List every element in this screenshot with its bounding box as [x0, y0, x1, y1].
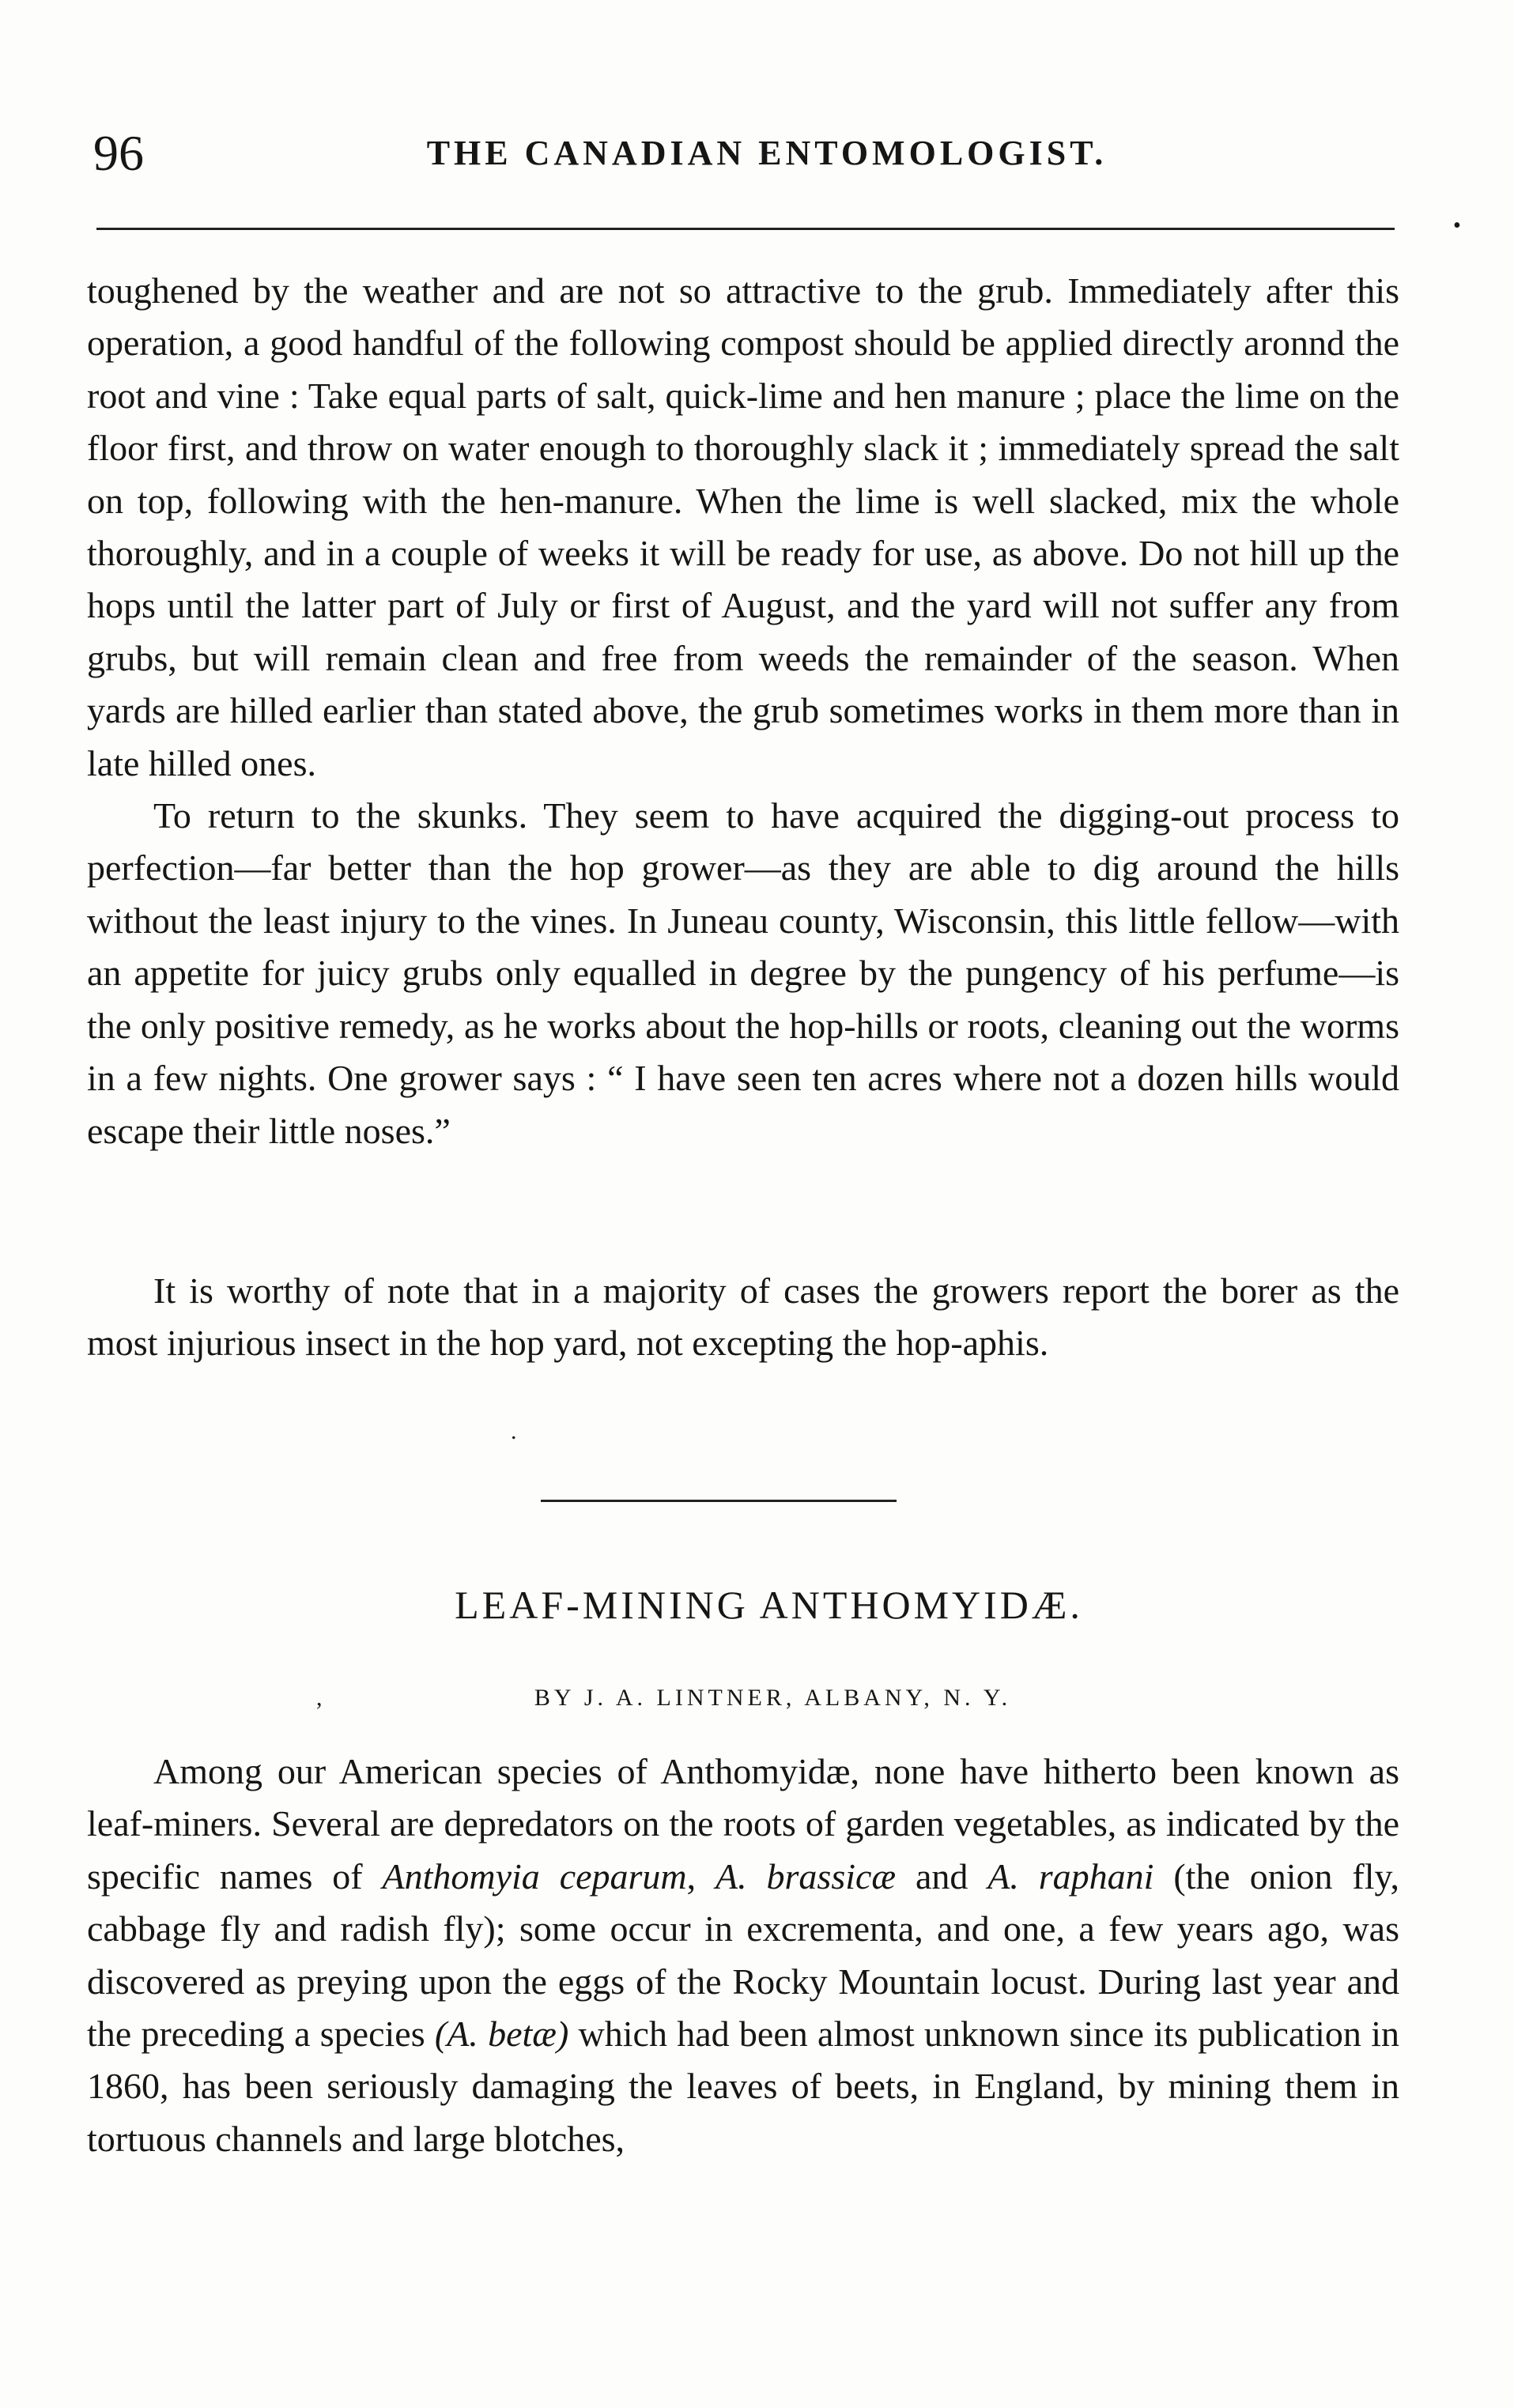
text-run: (the onion fly, cabbage fly and radish fly); some occur in excrementa, and one, a few years ago, was discovered as preying upon the eggs of the Rocky Mountain locust. During last year and the preceding a species: [87, 1855, 1400, 2055]
species-name: (A. betæ): [434, 2014, 569, 2055]
text-run: ,: [686, 1855, 716, 1897]
article-byline: [0, 1678, 1514, 1718]
article-body: [87, 1746, 1399, 2165]
species-name: Anthomyia ceparum: [382, 1855, 687, 1897]
text-run: Among our American species of Anthomyidæ, none have hitherto been known as leaf-miners. Several are depredators on the roots of garden vegetables, as indicated by the specific names of: [87, 1751, 1399, 1897]
byline-text: BY J. A. LINTNER, ALBANY, N. Y.: [534, 1685, 1012, 1711]
text-run: and: [896, 1855, 988, 1897]
paragraph-skunks: To return to the skunks. They seem to have acquired the digging-out process to perfection—far better than the hop grower—as they are able to dig around the hills without the least injury to the vines. In Juneau county, Wisconsin, this little fellow—with an appetite for juicy grubs only equalled in degree by the pungency of his perfume—is the only positive remedy, as he works about the hop-hills or roots, cleaning out the worms in a few nights. One grower says : “ I have seen ten acres where not a dozen hills would escape their little noses.”: [87, 795, 1399, 1151]
species-name: A. raphani: [987, 1855, 1154, 1897]
paragraph-compost: toughened by the weather and are not so attractive to the grub. Immediately after this operation, a good handful of the following compost should be applied directly aronnd the root and vine : Take equal parts of salt, quick-lime and hen manure ; place the lime on the floor first, and throw on water enough to thoroughly slack it ; immediately spread the salt on top, following with the hen-manure. When the lime is well slacked, mix the whole thoroughly, and in a couple of weeks it will be ready for use, as above. Do not hill up the hops until the latter part of July or first of August, and the yard will not suffer any from grubs, but will remain clean and free from weeds the remainder of the season. When yards are hilled earlier than stated above, the grub sometimes works in them more than in late hilled ones.: [87, 270, 1399, 783]
page-number: 96: [93, 125, 144, 181]
stray-dot: .: [511, 1418, 517, 1444]
text-run: which had been almost unknown since its publication in 1860, has been seriously damaging the leaves of beets, in England, by mining them in tortuous channels and large blotches,: [87, 2014, 1399, 2159]
section-divider: [541, 1500, 897, 1502]
paragraph-borer: It is worthy of note that in a majority of cases the growers report the borer as the most injurious insect in the hop yard, not excepting the hop-aphis.: [87, 1270, 1399, 1364]
continued-text: [87, 265, 1399, 1157]
running-head: THE CANADIAN ENTOMOLOGIST.: [426, 134, 1108, 172]
byline-comma: ,: [316, 1685, 327, 1711]
header-rule: [96, 228, 1395, 230]
article-title: LEAF-MINING ANTHOMYIDÆ.: [455, 1583, 1083, 1627]
corner-mark: •: [1453, 213, 1461, 238]
species-name: A. brassicæ: [715, 1855, 897, 1897]
paragraph-anthomyidae: [87, 1746, 1399, 2165]
closing-text: [87, 1265, 1399, 1370]
page-header: [87, 119, 1399, 190]
